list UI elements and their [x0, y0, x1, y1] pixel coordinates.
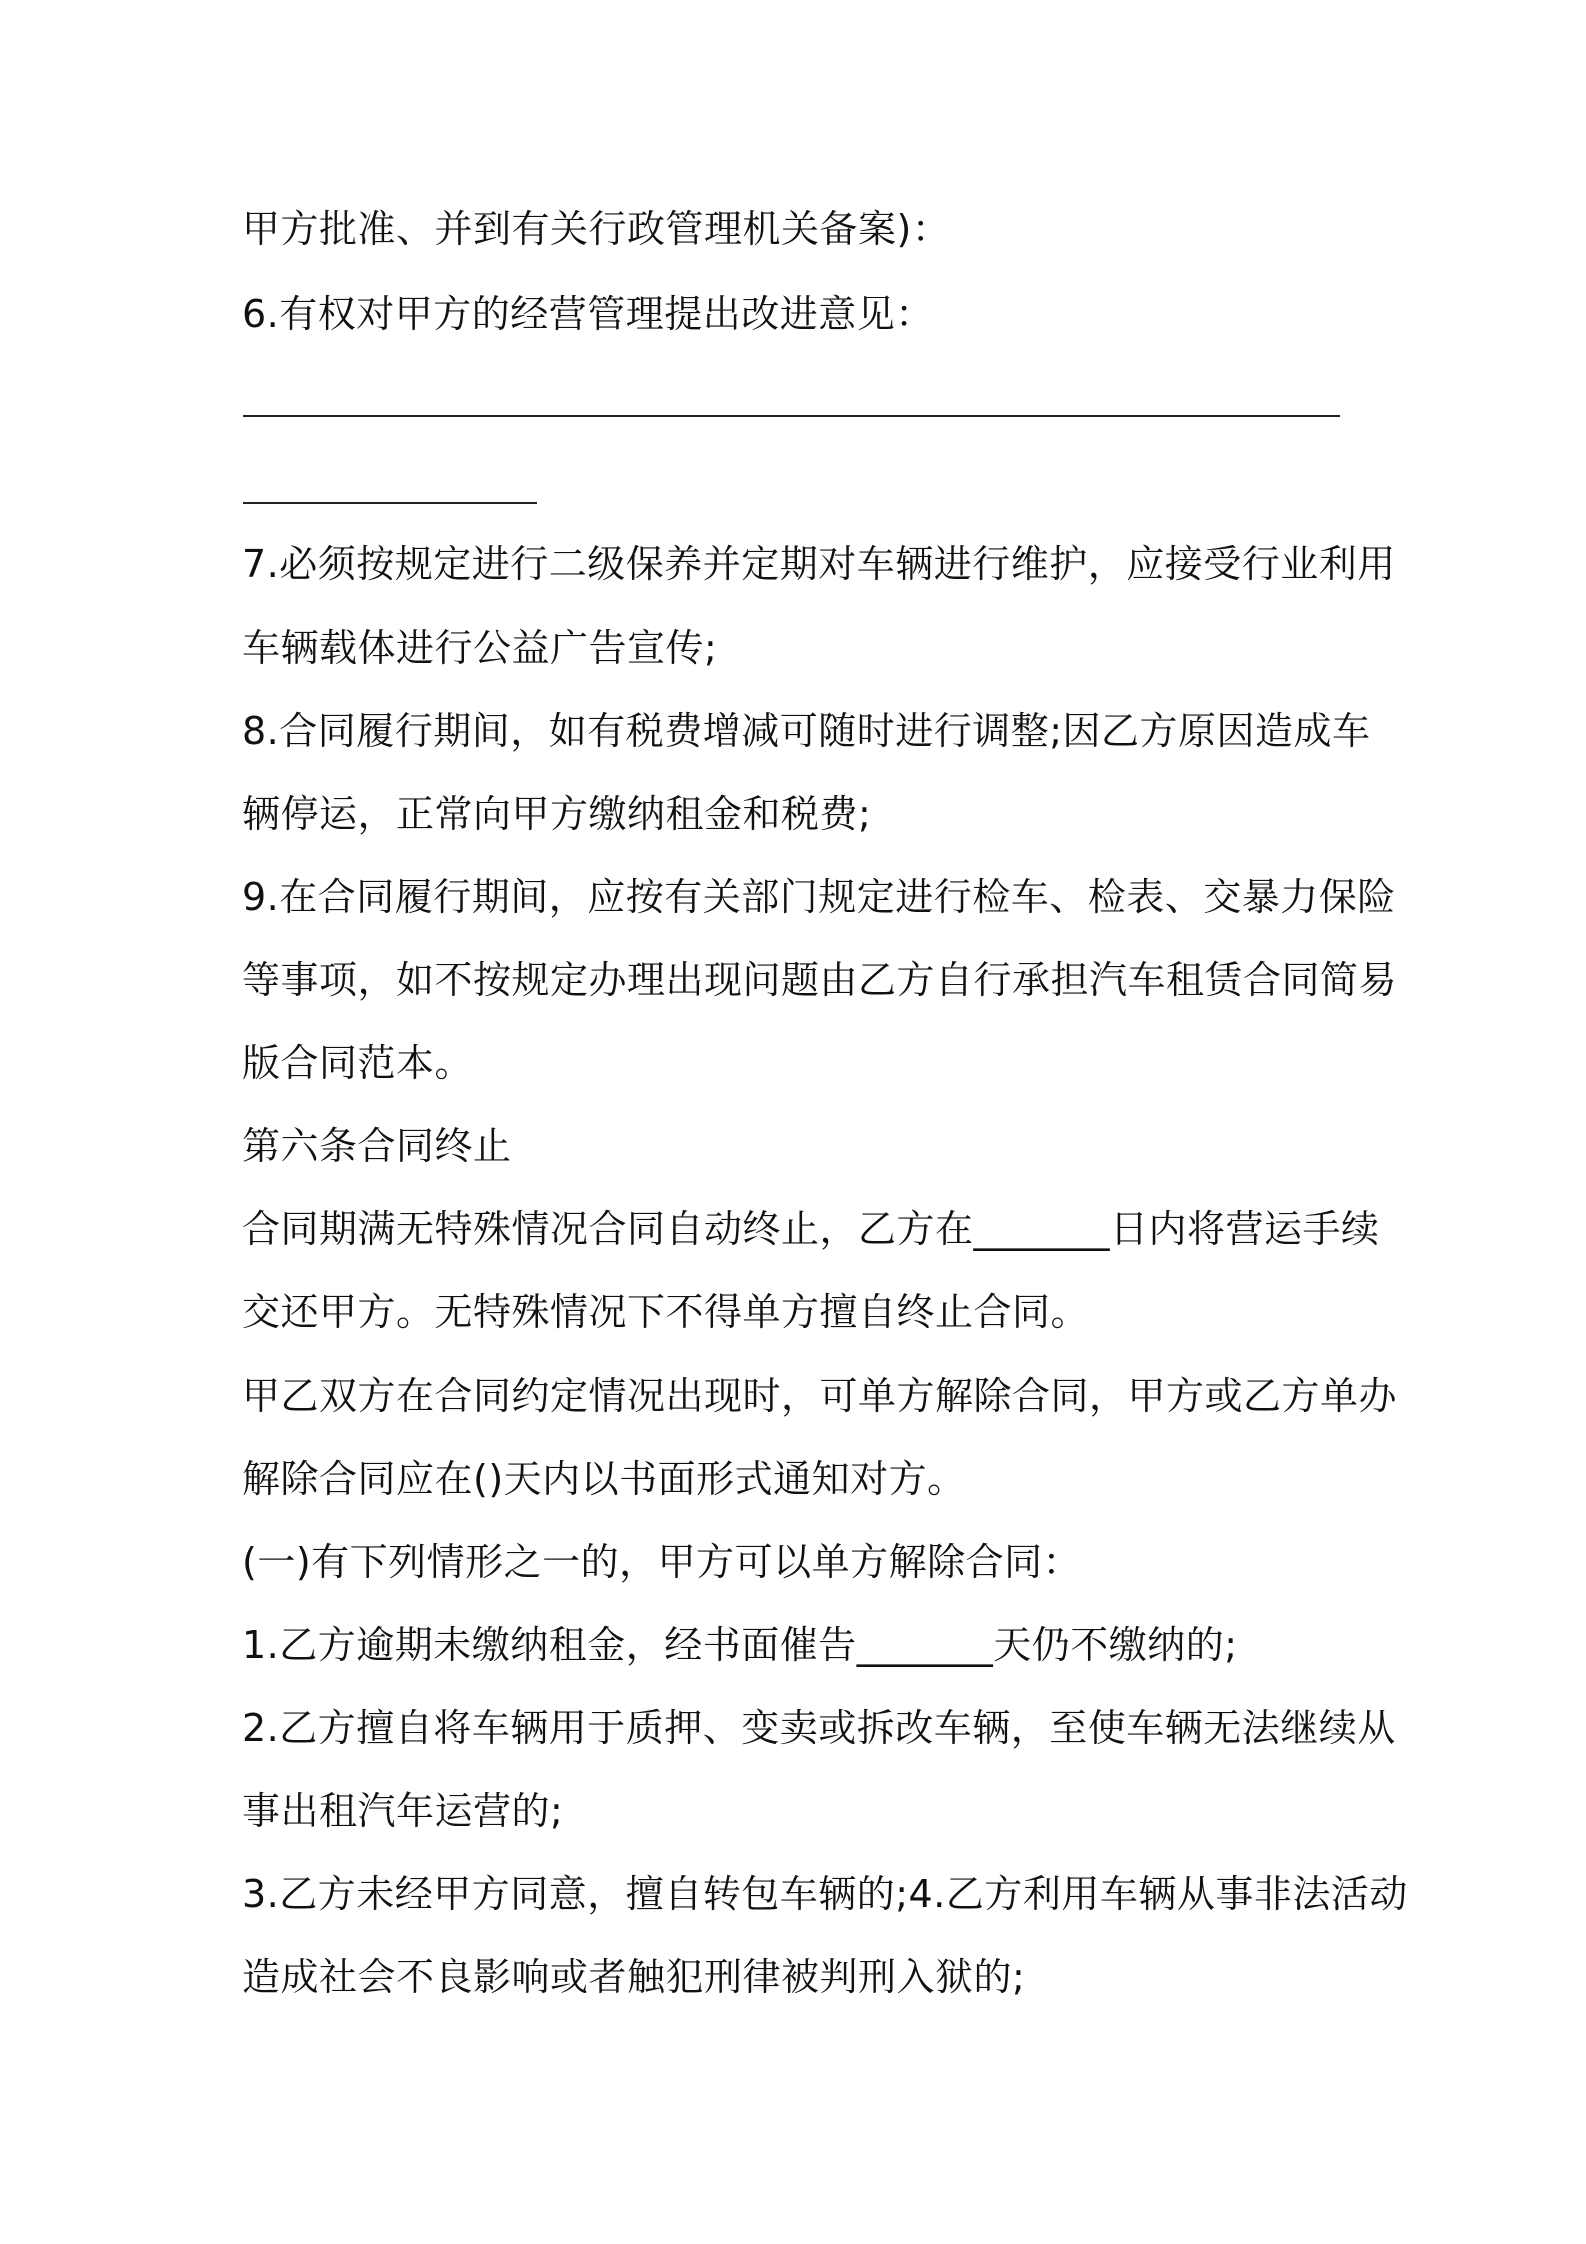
text-line: 6.有权对甲方的经营管理提出改进意见： — [242, 292, 934, 336]
text-line: 3.乙方未经甲方同意，擅自转包车辆的;4.乙方利用车辆从事非法活动 — [242, 1872, 1408, 1916]
text-line: 版合同范本。 — [242, 1041, 474, 1085]
text-line: 事出租汽年运营的; — [242, 1789, 564, 1833]
blank-fill-line — [243, 415, 1340, 417]
text-line: 解除合同应在()天内以书面形式通知对方。 — [242, 1457, 966, 1501]
text-line: 8.合同履行期间，如有税费增减可随时进行调整;因乙方原因造成车 — [242, 709, 1371, 753]
text-line: 车辆载体进行公益广告宣传; — [242, 626, 718, 670]
text-line: 等事项，如不按规定办理出现问题由乙方自行承担汽车租赁合同简易 — [242, 958, 1398, 1002]
text-line: 1.乙方逾期未缴纳租金，经书面催告_______天仍不缴纳的; — [242, 1623, 1238, 1667]
text-line: 甲方批准、并到有关行政管理机关备案)： — [242, 207, 951, 251]
text-line: (一)有下列情形之一的，甲方可以单方解除合同： — [242, 1540, 1082, 1584]
text-line: 造成社会不良影响或者触犯刑律被判刑入狱的; — [242, 1955, 1026, 1999]
text-line: 甲乙双方在合同约定情况出现时，可单方解除合同，甲方或乙方单办 — [242, 1374, 1398, 1418]
text-line: 辆停运，正常向甲方缴纳租金和税费; — [242, 792, 872, 836]
section-heading: 第六条合同终止 — [242, 1124, 512, 1168]
blank-fill-line — [243, 502, 537, 504]
text-line: 2.乙方擅自将车辆用于质押、变卖或拆改车辆，至使车辆无法继续从 — [242, 1706, 1396, 1750]
text-line: 7.必须按规定进行二级保养并定期对车辆进行维护，应接受行业利用 — [242, 542, 1396, 586]
text-line: 交还甲方。无特殊情况下不得单方擅自终止合同。 — [242, 1290, 1090, 1334]
text-line: 合同期满无特殊情况合同自动终止，乙方在_______日内将营运手续 — [242, 1207, 1380, 1251]
text-line: 9.在合同履行期间，应按有关部门规定进行检车、检表、交暴力保险 — [242, 875, 1396, 919]
